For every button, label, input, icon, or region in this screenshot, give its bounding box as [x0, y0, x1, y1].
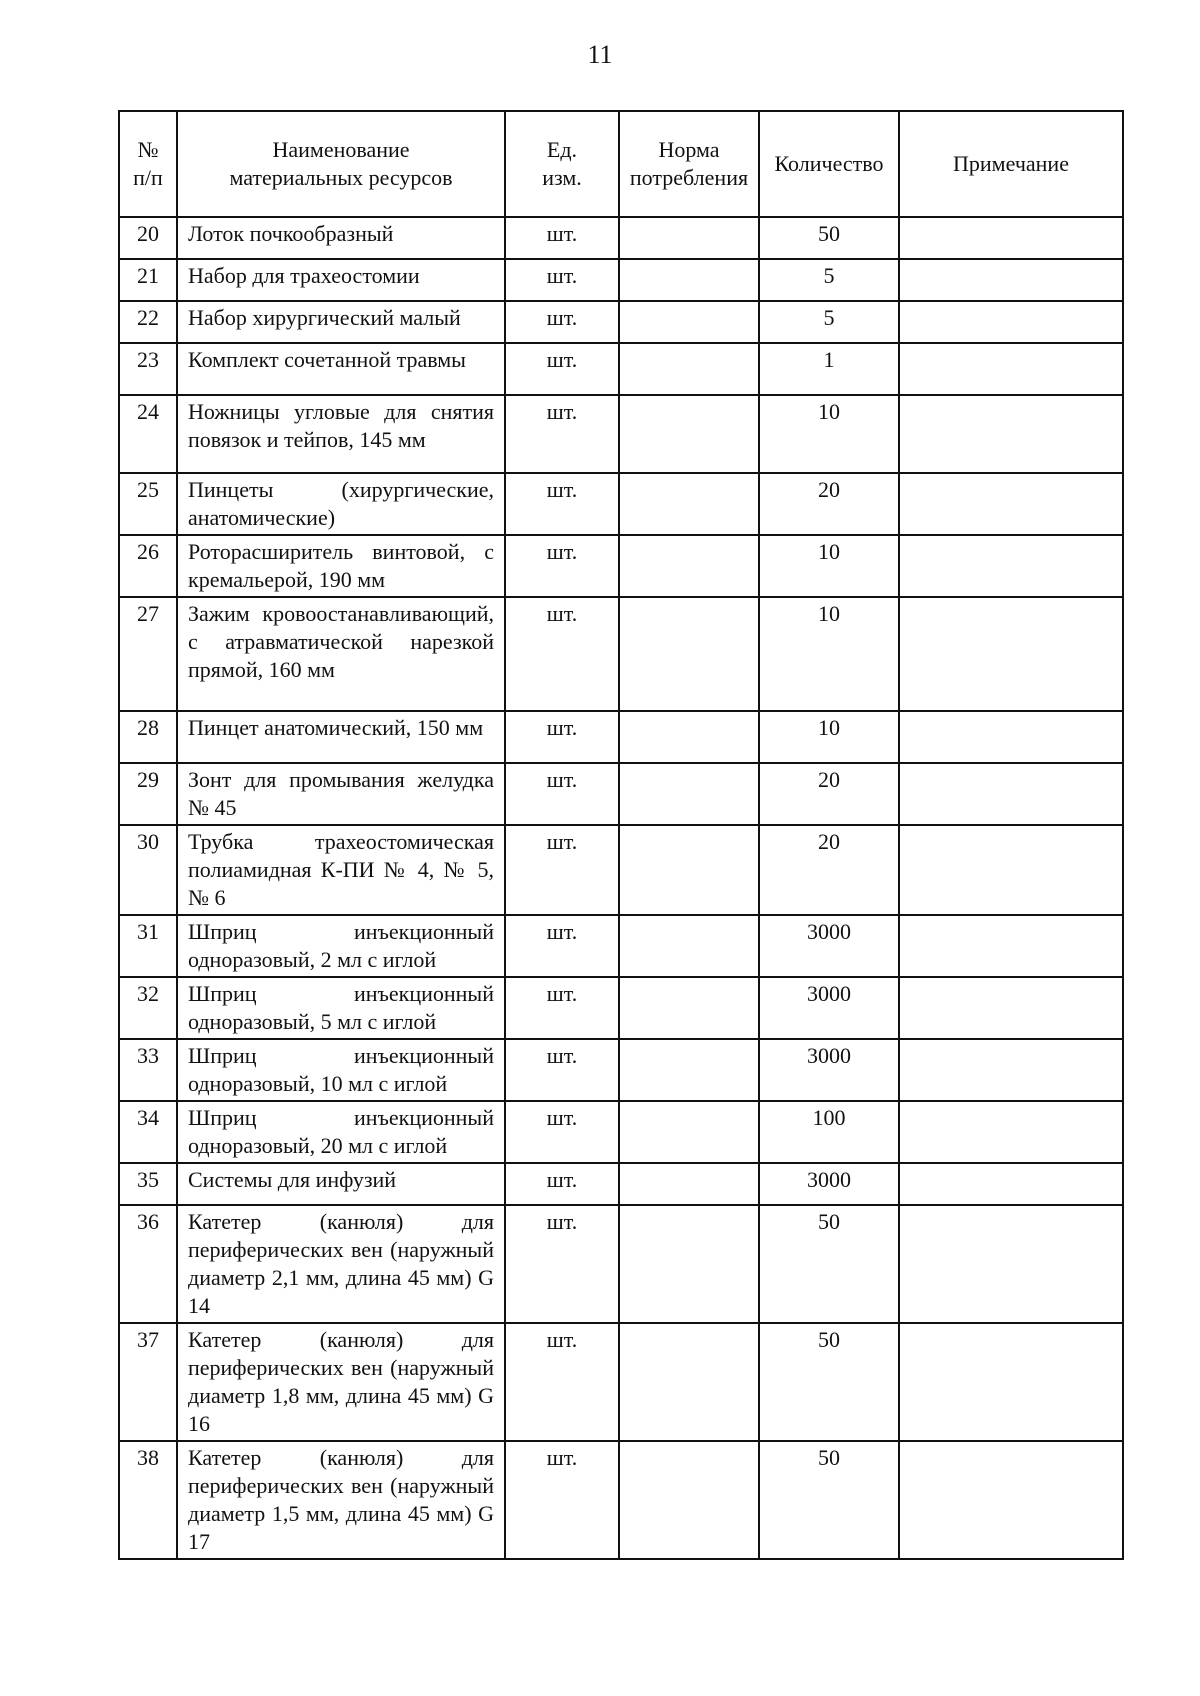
- header-name: Наименование материальных ресурсов: [177, 111, 505, 217]
- consumption-norm-cell: [619, 977, 759, 1039]
- table-row: [119, 259, 1123, 301]
- consumption-norm-cell: [619, 915, 759, 977]
- table-row: [119, 473, 1123, 535]
- row-number-cell: 37: [119, 1323, 177, 1441]
- row-number-cell: 25: [119, 473, 177, 535]
- row-number-cell: 26: [119, 535, 177, 597]
- note-cell: [899, 473, 1123, 535]
- note-cell: [899, 1441, 1123, 1559]
- quantity-cell: 5: [759, 301, 899, 343]
- table-row: [119, 217, 1123, 259]
- unit-cell: шт.: [505, 217, 619, 259]
- row-number-cell: 27: [119, 597, 177, 711]
- quantity-cell: 50: [759, 217, 899, 259]
- consumption-norm-cell: [619, 1101, 759, 1163]
- table-row: [119, 825, 1123, 915]
- unit-cell: шт.: [505, 343, 619, 395]
- resource-name-cell: Системы для инфузий: [177, 1163, 505, 1205]
- table-row: [119, 1039, 1123, 1101]
- quantity-cell: 3000: [759, 1163, 899, 1205]
- resource-name-cell: Катетер (канюля) для периферических вен (наружный диаметр 2,1 мм, длина 45 мм) G 14: [177, 1205, 505, 1323]
- table-row: [119, 301, 1123, 343]
- row-number-cell: 35: [119, 1163, 177, 1205]
- unit-cell: шт.: [505, 1323, 619, 1441]
- consumption-norm-cell: [619, 301, 759, 343]
- header-norm: Норма потребления: [619, 111, 759, 217]
- table-row: [119, 1323, 1123, 1441]
- note-cell: [899, 711, 1123, 763]
- resource-name-cell: Шприц инъекционный одноразовый, 20 мл с иглой: [177, 1101, 505, 1163]
- quantity-cell: 10: [759, 711, 899, 763]
- row-number-cell: 20: [119, 217, 177, 259]
- unit-cell: шт.: [505, 915, 619, 977]
- note-cell: [899, 1101, 1123, 1163]
- consumption-norm-cell: [619, 1163, 759, 1205]
- table-row: [119, 1101, 1123, 1163]
- header-num: № п/п: [119, 111, 177, 217]
- table-row: [119, 711, 1123, 763]
- resource-name-cell: Трубка трахеостомическая полиамидная К-ПИ № 4, № 5, № 6: [177, 825, 505, 915]
- quantity-cell: 1: [759, 343, 899, 395]
- resources-table: [118, 110, 1124, 1560]
- resource-name-cell: Пинцеты (хирургические, анатомические): [177, 473, 505, 535]
- unit-cell: шт.: [505, 1101, 619, 1163]
- table-row: [119, 395, 1123, 473]
- unit-cell: шт.: [505, 597, 619, 711]
- consumption-norm-cell: [619, 473, 759, 535]
- row-number-cell: 33: [119, 1039, 177, 1101]
- header-unit: Ед. изм.: [505, 111, 619, 217]
- row-number-cell: 23: [119, 343, 177, 395]
- note-cell: [899, 915, 1123, 977]
- consumption-norm-cell: [619, 1441, 759, 1559]
- unit-cell: шт.: [505, 1039, 619, 1101]
- table-row: [119, 343, 1123, 395]
- page-number: 11: [587, 40, 613, 69]
- resource-name-cell: Роторасширитель винтовой, с кремальерой, 190 мм: [177, 535, 505, 597]
- unit-cell: шт.: [505, 1441, 619, 1559]
- unit-cell: шт.: [505, 301, 619, 343]
- quantity-cell: 100: [759, 1101, 899, 1163]
- note-cell: [899, 535, 1123, 597]
- resource-name-cell: Лоток почкообразный: [177, 217, 505, 259]
- consumption-norm-cell: [619, 1323, 759, 1441]
- note-cell: [899, 259, 1123, 301]
- resource-name-cell: Набор хирургический малый: [177, 301, 505, 343]
- consumption-norm-cell: [619, 597, 759, 711]
- unit-cell: шт.: [505, 395, 619, 473]
- header-qty: Количество: [759, 111, 899, 217]
- table-row: [119, 597, 1123, 711]
- note-cell: [899, 1205, 1123, 1323]
- consumption-norm-cell: [619, 259, 759, 301]
- consumption-norm-cell: [619, 825, 759, 915]
- quantity-cell: 20: [759, 473, 899, 535]
- quantity-cell: 10: [759, 395, 899, 473]
- table-row: [119, 1205, 1123, 1323]
- row-number-cell: 31: [119, 915, 177, 977]
- unit-cell: шт.: [505, 1163, 619, 1205]
- resource-name-cell: Шприц инъекционный одноразовый, 10 мл с иглой: [177, 1039, 505, 1101]
- resource-name-cell: Набор для трахеостомии: [177, 259, 505, 301]
- row-number-cell: 28: [119, 711, 177, 763]
- resource-name-cell: Шприц инъекционный одноразовый, 2 мл с иглой: [177, 915, 505, 977]
- quantity-cell: 20: [759, 763, 899, 825]
- note-cell: [899, 343, 1123, 395]
- quantity-cell: 50: [759, 1323, 899, 1441]
- table-header-row: [119, 111, 1123, 217]
- unit-cell: шт.: [505, 259, 619, 301]
- resource-name-cell: Зонт для промывания желудка № 45: [177, 763, 505, 825]
- quantity-cell: 10: [759, 597, 899, 711]
- note-cell: [899, 1039, 1123, 1101]
- row-number-cell: 38: [119, 1441, 177, 1559]
- row-number-cell: 21: [119, 259, 177, 301]
- consumption-norm-cell: [619, 535, 759, 597]
- consumption-norm-cell: [619, 395, 759, 473]
- resource-name-cell: Ножницы угловые для снятия повязок и тейпов, 145 мм: [177, 395, 505, 473]
- row-number-cell: 34: [119, 1101, 177, 1163]
- row-number-cell: 36: [119, 1205, 177, 1323]
- note-cell: [899, 977, 1123, 1039]
- consumption-norm-cell: [619, 1039, 759, 1101]
- row-number-cell: 22: [119, 301, 177, 343]
- table-row: [119, 977, 1123, 1039]
- note-cell: [899, 763, 1123, 825]
- consumption-norm-cell: [619, 711, 759, 763]
- unit-cell: шт.: [505, 711, 619, 763]
- quantity-cell: 10: [759, 535, 899, 597]
- row-number-cell: 30: [119, 825, 177, 915]
- table-row: [119, 535, 1123, 597]
- quantity-cell: 50: [759, 1441, 899, 1559]
- note-cell: [899, 597, 1123, 711]
- resource-name-cell: Комплект сочетанной травмы: [177, 343, 505, 395]
- unit-cell: шт.: [505, 473, 619, 535]
- note-cell: [899, 301, 1123, 343]
- quantity-cell: 3000: [759, 915, 899, 977]
- consumption-norm-cell: [619, 763, 759, 825]
- resource-name-cell: Катетер (канюля) для периферических вен (наружный диаметр 1,8 мм, длина 45 мм) G 16: [177, 1323, 505, 1441]
- unit-cell: шт.: [505, 1205, 619, 1323]
- unit-cell: шт.: [505, 535, 619, 597]
- resource-name-cell: Зажим кровоостанавливающий, с атравматической нарезкой прямой, 160 мм: [177, 597, 505, 711]
- note-cell: [899, 1163, 1123, 1205]
- row-number-cell: 29: [119, 763, 177, 825]
- table-row: [119, 1441, 1123, 1559]
- resource-name-cell: Шприц инъекционный одноразовый, 5 мл с иглой: [177, 977, 505, 1039]
- consumption-norm-cell: [619, 1205, 759, 1323]
- quantity-cell: 3000: [759, 977, 899, 1039]
- consumption-norm-cell: [619, 343, 759, 395]
- note-cell: [899, 395, 1123, 473]
- table-row: [119, 763, 1123, 825]
- resource-name-cell: Катетер (канюля) для периферических вен (наружный диаметр 1,5 мм, длина 45 мм) G 17: [177, 1441, 505, 1559]
- note-cell: [899, 1323, 1123, 1441]
- note-cell: [899, 217, 1123, 259]
- unit-cell: шт.: [505, 763, 619, 825]
- note-cell: [899, 825, 1123, 915]
- quantity-cell: 3000: [759, 1039, 899, 1101]
- table-row: [119, 915, 1123, 977]
- table-row: [119, 1163, 1123, 1205]
- row-number-cell: 32: [119, 977, 177, 1039]
- quantity-cell: 5: [759, 259, 899, 301]
- unit-cell: шт.: [505, 977, 619, 1039]
- resource-name-cell: Пинцет анатомический, 150 мм: [177, 711, 505, 763]
- unit-cell: шт.: [505, 825, 619, 915]
- row-number-cell: 24: [119, 395, 177, 473]
- quantity-cell: 50: [759, 1205, 899, 1323]
- consumption-norm-cell: [619, 217, 759, 259]
- quantity-cell: 20: [759, 825, 899, 915]
- header-note: Примечание: [899, 111, 1123, 217]
